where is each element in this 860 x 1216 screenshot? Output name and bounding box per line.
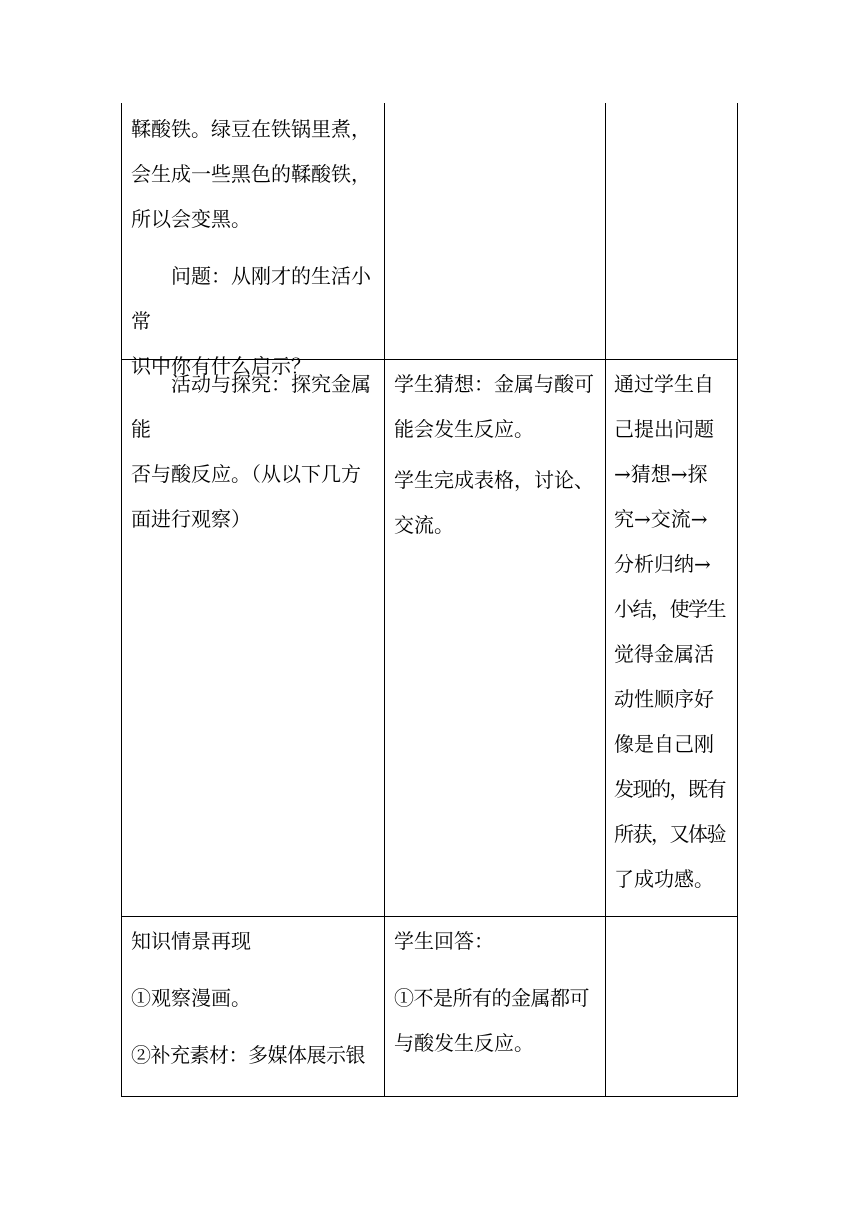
cell-paragraph [394, 362, 604, 452]
text-line: 知识情景再现 [131, 929, 251, 953]
text-line: 会生成一些黑色的鞣酸铁， [131, 162, 371, 186]
text-line: 活动与探究：探究金属能 [131, 372, 371, 441]
row2-intent-cell [614, 362, 736, 902]
text-line: 问题：从刚才的生活小常 [131, 264, 371, 333]
text-line: 发现的，既有 [614, 777, 725, 801]
text-line: 己提出问题 [614, 417, 714, 441]
text-line: 学生回答： [394, 929, 494, 953]
cell-paragraph [394, 976, 604, 1066]
table-border-left [121, 103, 122, 1097]
column-divider-1 [384, 103, 385, 1097]
text-line: 所获，又体验 [614, 822, 725, 846]
text-line: 能会发生反应。 [394, 417, 534, 441]
cell-paragraph [131, 976, 381, 1021]
text-line: →猜想→探 [614, 462, 708, 486]
cell-paragraph [131, 362, 381, 542]
row2-teacher-cell [131, 362, 381, 542]
row3-student-cell [394, 919, 604, 1066]
text-line: 究→交流→ [614, 507, 708, 531]
column-divider-2 [605, 103, 606, 1097]
text-line: 否与酸反应。（从以下几方 [131, 462, 361, 486]
text-line: ①不是所有的金属都可 [394, 986, 589, 1010]
row1-teacher-cell [131, 107, 381, 389]
cell-paragraph [394, 919, 604, 964]
table-border-right [737, 103, 738, 1097]
text-line: 学生完成表格，讨论、 [394, 468, 594, 492]
table-border-bottom [121, 1096, 738, 1097]
text-line: 小结，使学生 [614, 597, 725, 621]
text-line: 了成功感。 [614, 867, 714, 891]
text-line: 与酸发生反应。 [394, 1031, 534, 1055]
text-line: 动性顺序好 [614, 687, 714, 711]
text-line: 鞣酸铁。绿豆在铁锅里煮， [131, 117, 371, 141]
text-line: 觉得金属活 [614, 642, 714, 666]
text-line: 面进行观察） [131, 507, 251, 531]
text-line: 学生猜想：金属与酸可 [394, 372, 594, 396]
text-line: 分析归纳→ [614, 552, 711, 576]
text-line: ①观察漫画。 [131, 986, 251, 1010]
text-line: 交流。 [394, 513, 454, 537]
row-divider-2 [121, 916, 738, 917]
row3-teacher-cell [131, 919, 381, 1078]
text-line: 所以会变黑。 [131, 207, 251, 231]
row2-student-cell [394, 362, 604, 548]
text-line: 识中你有什么启示？ [131, 354, 311, 378]
cell-paragraph [131, 919, 381, 964]
text-line: 通过学生自 [614, 372, 714, 396]
text-line: 像是自己刚 [614, 732, 714, 756]
cell-paragraph [131, 107, 381, 242]
cell-paragraph [614, 362, 736, 902]
cell-paragraph [394, 458, 604, 548]
cell-paragraph [131, 1033, 381, 1078]
text-line: ②补充素材：多媒体展示银 [131, 1043, 365, 1067]
